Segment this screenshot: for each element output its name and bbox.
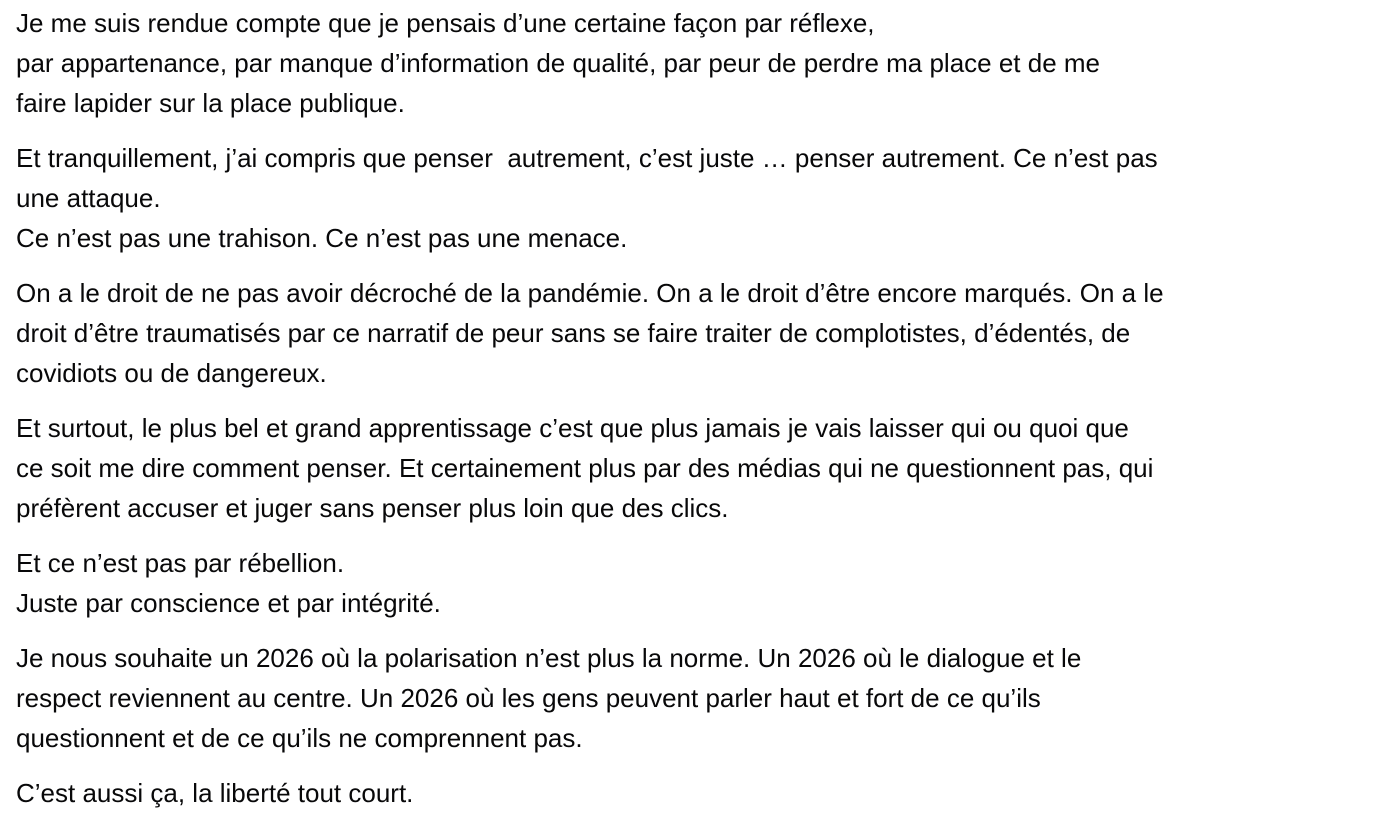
- text-line: droit d’être traumatisés par ce narratif de peur sans se faire traiter de complotistes, d’édentés, de: [16, 318, 1131, 348]
- text-line: Juste par conscience et par intégrité.: [16, 588, 441, 618]
- text-line: ce soit me dire comment penser. Et certainement plus par des médias qui ne questionnent pas, qui: [16, 453, 1154, 483]
- text-line: préfèrent accuser et juger sans penser plus loin que des clics.: [16, 493, 729, 523]
- post-paragraph: [16, 273, 1371, 393]
- text-line: par appartenance, par manque d’information de qualité, par peur de perdre ma place et de me: [16, 48, 1101, 78]
- text-line: Et surtout, le plus bel et grand apprentissage c’est que plus jamais je vais laisser qui ou quoi que: [16, 413, 1129, 443]
- text-line: faire lapider sur la place publique.: [16, 88, 405, 118]
- text-line: Je nous souhaite un 2026 où la polarisation n’est plus la norme. Un 2026 où le dialogue et le: [16, 643, 1082, 673]
- post-paragraph: [16, 638, 1371, 758]
- text-line: On a le droit de ne pas avoir décroché de la pandémie. On a le droit d’être encore marqués. On a le: [16, 278, 1164, 308]
- text-line: une attaque.: [16, 183, 161, 213]
- text-line: questionnent et de ce qu’ils ne comprennent pas.: [16, 723, 583, 753]
- post-paragraph: [16, 408, 1371, 528]
- text-line: C’est aussi ça, la liberté tout court.: [16, 778, 414, 808]
- post-paragraph: [16, 138, 1371, 258]
- text-line: respect reviennent au centre. Un 2026 où les gens peuvent parler haut et fort de ce qu’ils: [16, 683, 1041, 713]
- text-line: Et tranquillement, j’ai compris que penser autrement, c’est juste … penser autrement. Ce n’est pas: [16, 143, 1158, 173]
- text-line: Ce n’est pas une trahison. Ce n’est pas une menace.: [16, 223, 628, 253]
- post-message: [16, 3, 1371, 828]
- text-line: covidiots ou de dangereux.: [16, 358, 327, 388]
- text-line: Je me suis rendue compte que je pensais d’une certaine façon par réflexe,: [16, 8, 875, 38]
- post-paragraph: [16, 773, 1371, 813]
- post-paragraph: [16, 543, 1371, 623]
- text-line: Et ce n’est pas par rébellion.: [16, 548, 345, 578]
- post-paragraph: [16, 3, 1371, 123]
